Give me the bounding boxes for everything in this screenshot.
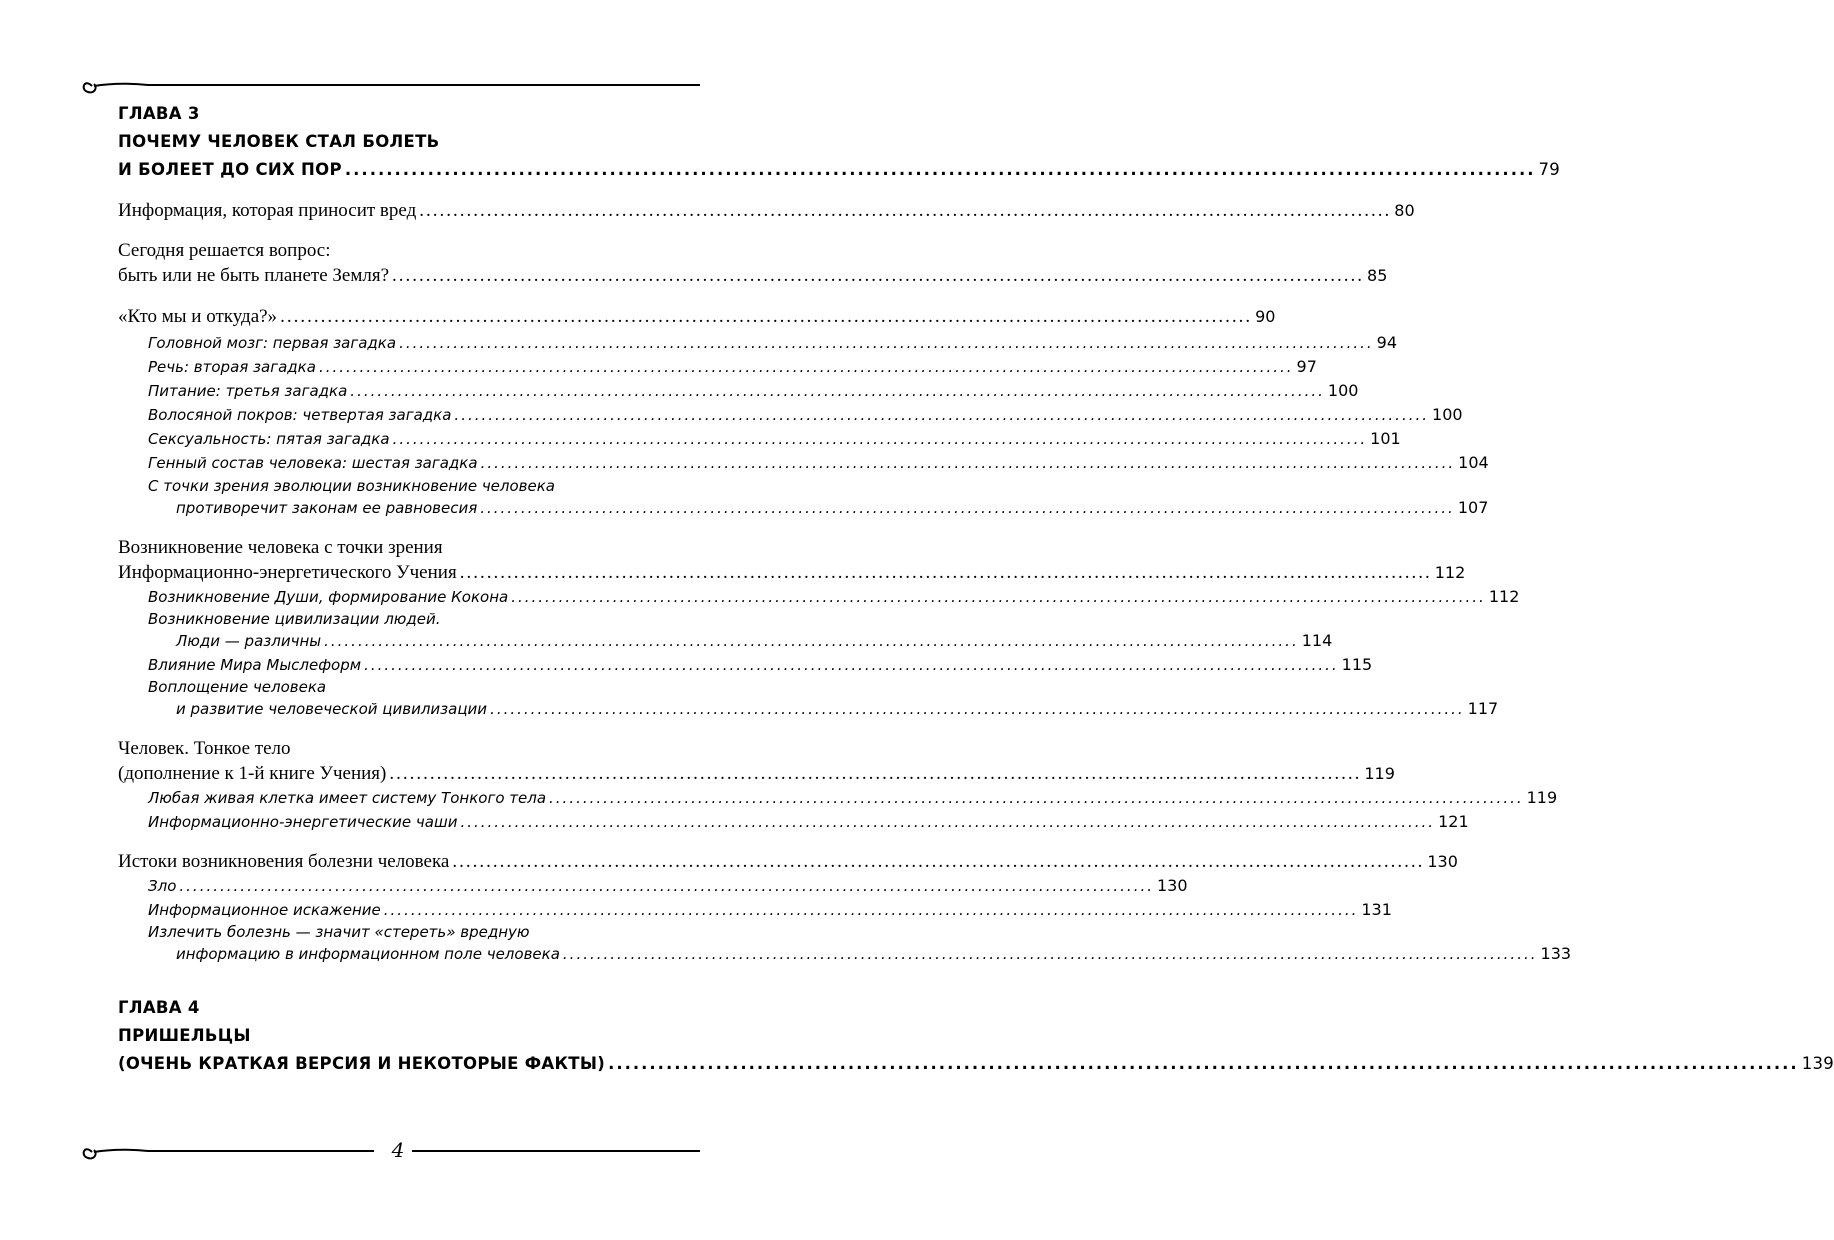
chapter4-title-line1: ПРИШЕЛЬЦЫ [118, 1026, 251, 1045]
toc-subentry-civ-line2: Люди — различны ................................................................................................................................................ 114 [176, 631, 1333, 650]
chapter4-title-line2: (ОЧЕНЬ КРАТКАЯ ВЕРСИЯ И НЕКОТОРЫЕ ФАКТЫ) ................................................................................................................................................ 139 [118, 1054, 1834, 1073]
chapter3-title-line2: И БОЛЕЕТ ДО СИХ ПОР ................................................................................................................................................ 79 [118, 160, 1561, 179]
toc-subentry-civ-line1: Возникновение цивилизации людей. [148, 610, 441, 628]
toc-subentry-distortion: Информационное искажение ................................................................................................................................................ 131 [148, 900, 1392, 919]
toc-subentry-thoughtforms: Влияние Мира Мыслеформ ................................................................................................................................................ 115 [148, 655, 1373, 674]
toc-subentry: Сексуальность: пятая загадка ................................................................................................................................................ 101 [148, 429, 1401, 448]
toc-subentry: Волосяной покров: четвертая загадка ................................................................................................................................................ 100 [148, 405, 1463, 424]
toc-subentry: Генный состав человека: шестая загадка ................................................................................................................................................ 104 [148, 453, 1489, 472]
toc-subentry-embodiment-line1: Воплощение человека [148, 678, 327, 696]
toc-subentry-embodiment-line2: и развитие человеческой цивилизации ................................................................................................................................................ 117 [176, 699, 1499, 718]
toc-subentry: Речь: вторая загадка ................................................................................................................................................ 97 [148, 357, 1317, 376]
toc-subentry-cell: Любая живая клетка имеет систему Тонкого тела ................................................................................................................................................ 119 [148, 788, 1558, 807]
chapter4-label: ГЛАВА 4 [118, 998, 200, 1017]
toc-entry-info-harm: Информация, которая приносит вред ................................................................................................................................................ 80 [118, 200, 1415, 221]
toc-entry-subtle-body-line1: Человек. Тонкое тело [118, 738, 291, 759]
toc-entry-origin-line1: Возникновение человека с точки зрения [118, 537, 443, 558]
toc-subentry-evolution-line1: С точки зрения эволюции возникновение человека [148, 477, 555, 495]
toc-entry-origin-line2: Информационно-энергетического Учения ................................................................................................................................................ 112 [118, 562, 1466, 583]
top-ornament-rule [78, 72, 700, 102]
toc-entry-today-line2: быть или не быть планете Земля? ................................................................................................................................................ 85 [118, 265, 1388, 286]
toc-entry-who: «Кто мы и откуда?» ................................................................................................................................................ 90 [118, 306, 1276, 327]
toc-subentry-evil: Зло ................................................................................................................................................ 130 [148, 876, 1188, 895]
toc-subentry: Головной мозг: первая загадка ................................................................................................................................................ 94 [148, 333, 1398, 352]
toc-subentry-evolution-line2: противоречит законам ее равновесия ................................................................................................................................................ 107 [176, 498, 1489, 517]
toc-entry-disease-sources: Истоки возникновения болезни человека ................................................................................................................................................ 130 [118, 851, 1458, 872]
toc-subentry-cure-line2: информацию в информационном поле человека ................................................................................................................................................ 133 [176, 944, 1572, 963]
toc-subentry-soul: Возникновение Души, формирование Кокона ................................................................................................................................................ 112 [148, 587, 1520, 606]
chapter3-label: ГЛАВА 3 [118, 104, 200, 123]
toc-subentry: Питание: третья загадка ................................................................................................................................................ 100 [148, 381, 1359, 400]
toc-entry-subtle-body-line2: (дополнение к 1-й книге Учения) ................................................................................................................................................ 119 [118, 763, 1395, 784]
chapter3-title-line1: ПОЧЕМУ ЧЕЛОВЕК СТАЛ БОЛЕТЬ [118, 132, 440, 151]
toc-entry-today-line1: Сегодня решается вопрос: [118, 240, 331, 261]
toc-subentry-cups: Информационно-энергетические чаши ................................................................................................................................................ 121 [148, 812, 1469, 831]
page-number: 4 [386, 1138, 410, 1162]
toc-subentry-cure-line1: Излечить болезнь — значит «стереть» вредную [148, 923, 530, 941]
